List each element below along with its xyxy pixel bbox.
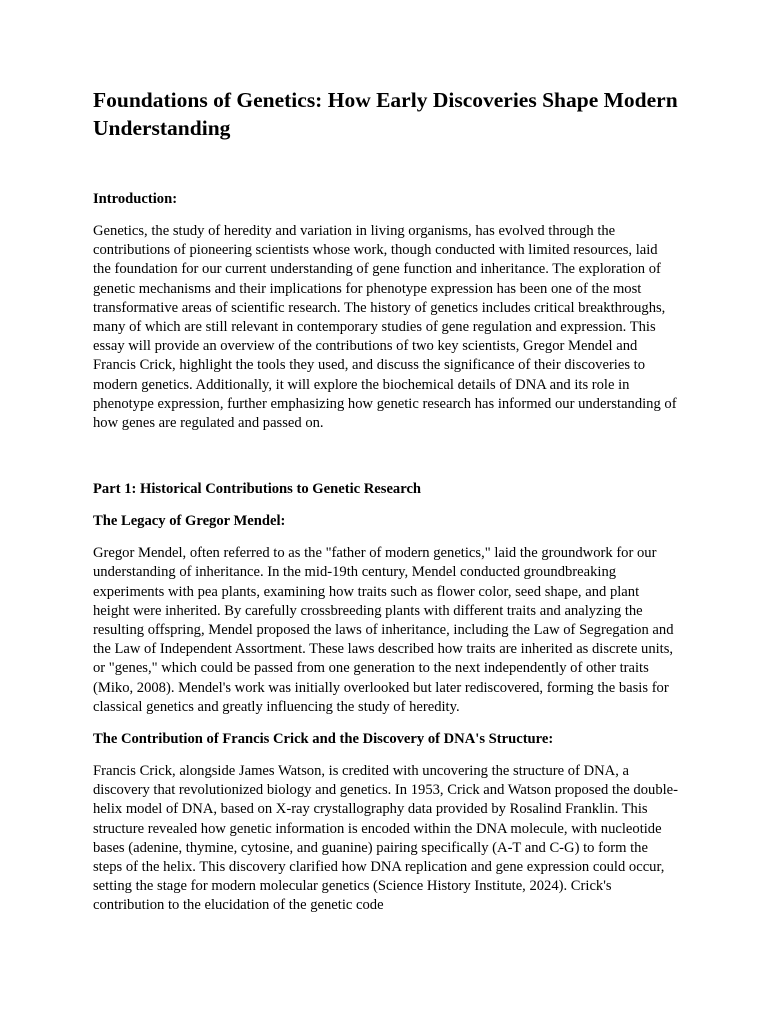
- crick-heading: The Contribution of Francis Crick and the Discovery of DNA's Structure:: [93, 731, 554, 748]
- mendel-paragraph: Gregor Mendel, often referred to as the "father of modern genetics," laid the groundwork for our understanding of inheritance. In the mid-19th century, Mendel conducted groundbreaking experiments with pea plants, examining how traits such as flower color, seed shape, and plant height were inherited. By carefully crossbreeding plants with different traits and analyzing the resulting offspring, Mendel proposed the laws of inheritance, including the Law of Segregation and the Law of Independent Assortment. These laws described how traits are inherited as discrete units, or "genes," which could be passed from one generation to the next independently of other traits (Miko, 2008). Mendel's work was initially overlooked but later rediscovered, forming the basis for classical genetics and greatly influencing the study of heredity.: [93, 545, 674, 715]
- introduction-paragraph: Genetics, the study of heredity and variation in living organisms, has evolved through the contributions of pioneering scientists whose work, though conducted with limited resources, laid the foundation for our current understanding of gene function and inheritance. The exploration of genetic mechanisms and their implications for phenotype expression has been one of the most transformative areas of scientific research. The history of genetics includes critical breakthroughs, many of which are still relevant in contemporary studies of gene regulation and expression. This essay will provide an overview of the contributions of two key scientists, Gregor Mendel and Francis Crick, highlight the tools they used, and discuss the significance of their discoveries to modern genetics. Additionally, it will explore the biochemical details of DNA and its role in phenotype expression, further emphasizing how genetic research has informed our understanding of how genes are regulated and passed on.: [93, 223, 677, 432]
- mendel-heading: The Legacy of Gregor Mendel:: [93, 513, 286, 530]
- crick-paragraph: Francis Crick, alongside James Watson, is credited with uncovering the structure of DNA, a discovery that revolutionized biology and genetics. In 1953, Crick and Watson proposed the double-helix model of DNA, based on X-ray crystallography data provided by Rosalind Franklin. This structure revealed how genetic information is encoded within the DNA molecule, with nucleotide bases (adenine, thymine, cytosine, and guanine) pairing specifically (A-T and C-G) to form the steps of the helix. This discovery clarified how DNA replication and gene expression could occur, setting the stage for modern molecular genetics (Science History Institute, 2024). Crick's contribution to the elucidation of the genetic code: [93, 763, 679, 914]
- part1-heading: Part 1: Historical Contributions to Genetic Research: [93, 481, 422, 498]
- document-title: Foundations of Genetics: How Early Discoveries Shape Modern Understanding: [93, 88, 678, 140]
- introduction-heading: Introduction:: [93, 191, 178, 207]
- document-page: [93, 86, 678, 916]
